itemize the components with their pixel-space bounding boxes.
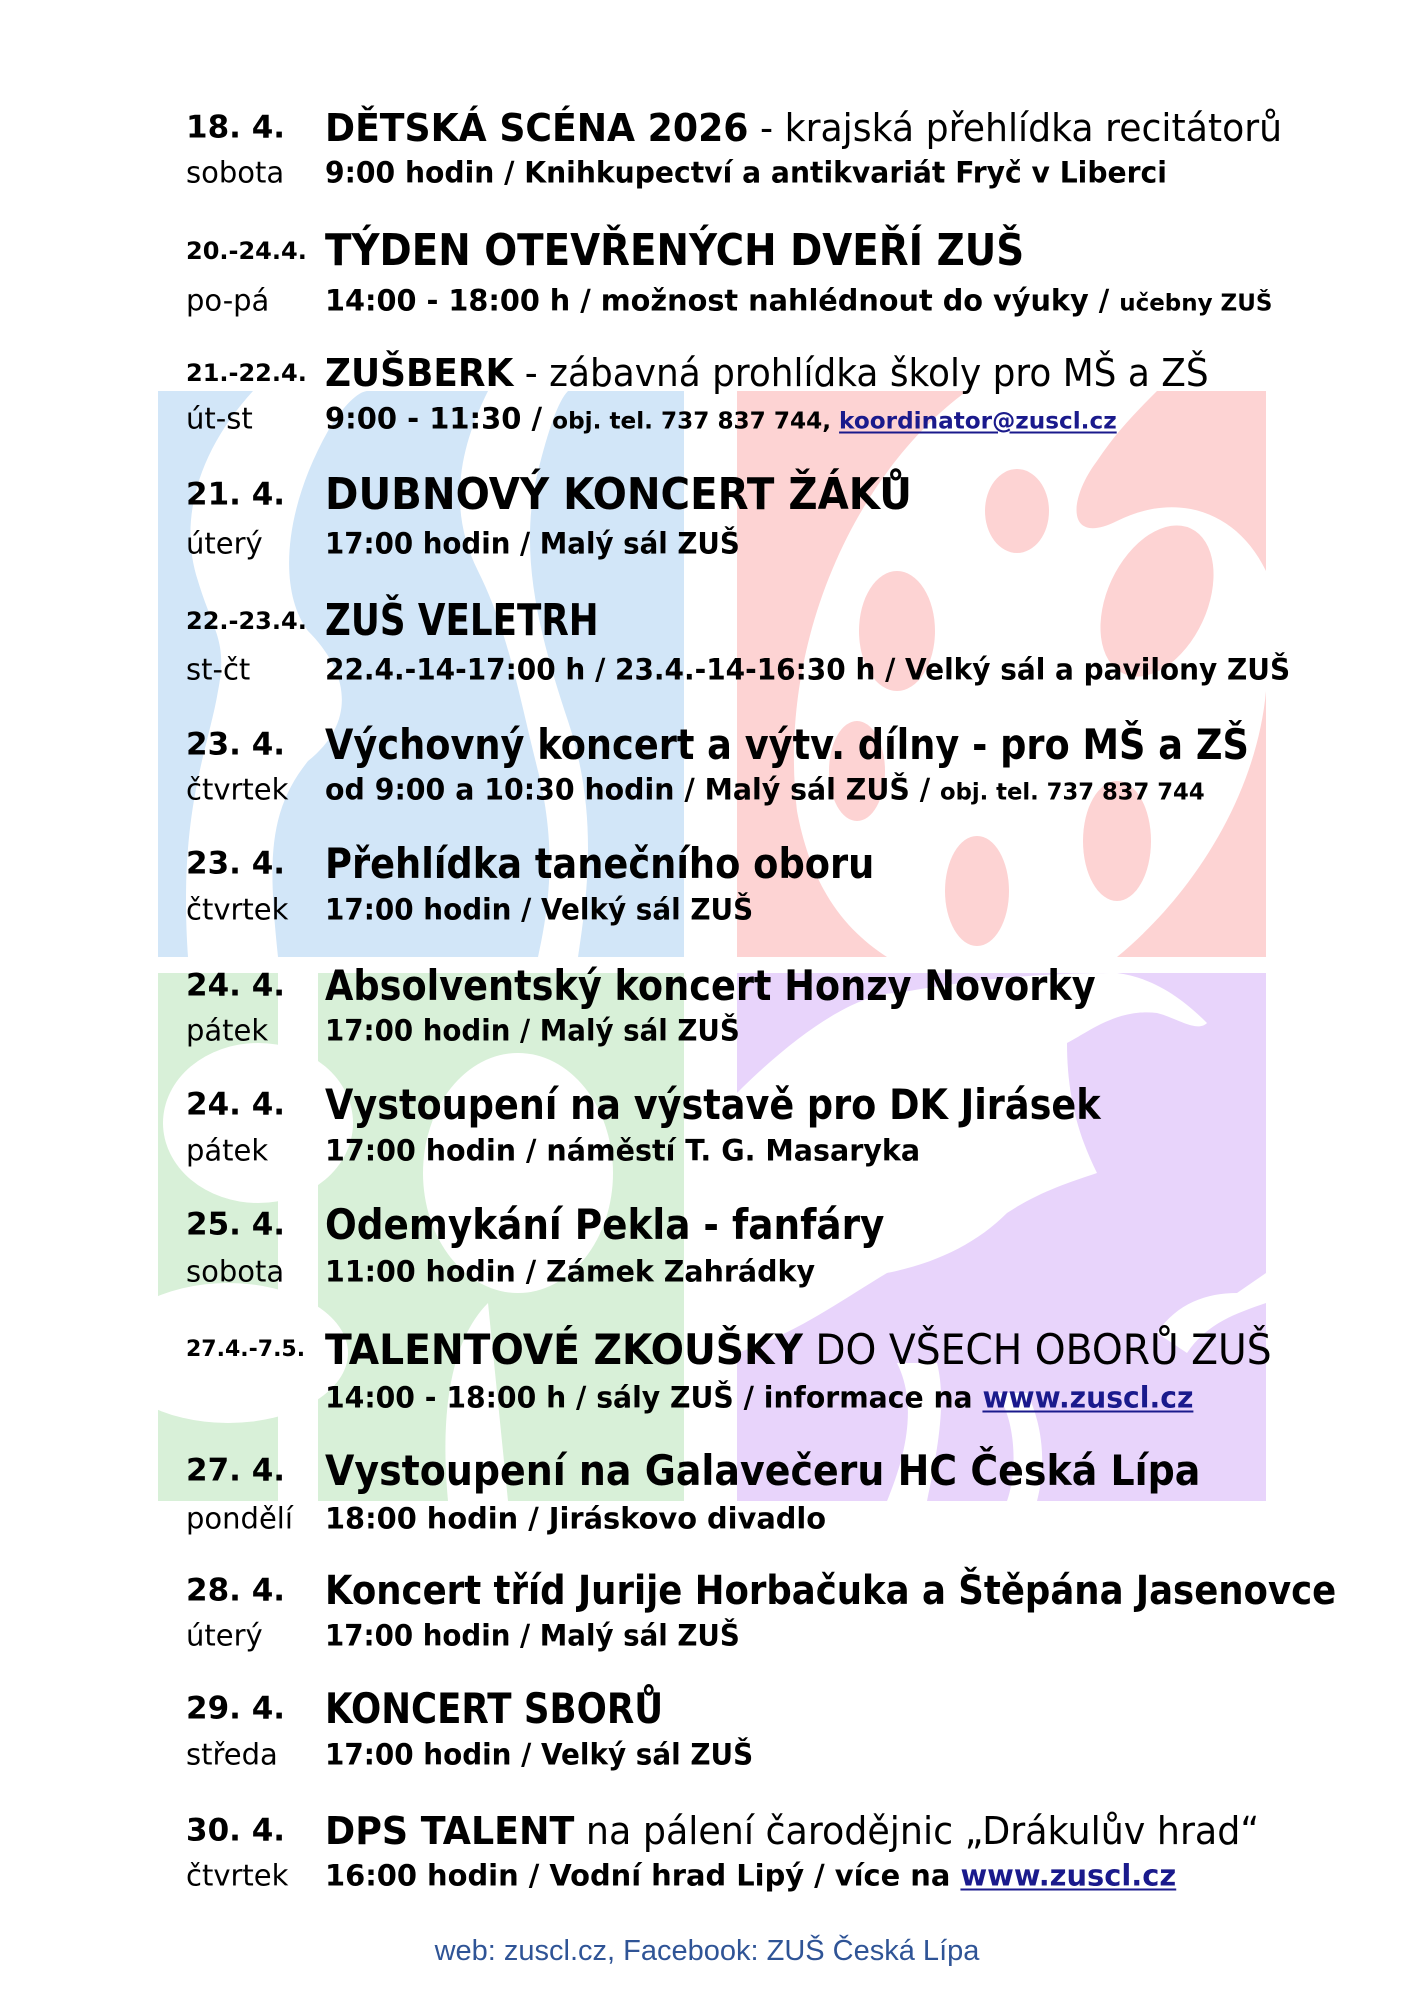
event-day: čtvrtek — [186, 1858, 289, 1893]
event-details — [325, 892, 754, 927]
event-title — [325, 469, 913, 520]
event-title — [325, 106, 1283, 150]
event-day: úterý — [186, 1618, 263, 1653]
event-title — [325, 351, 1209, 395]
event-details — [325, 1858, 1177, 1893]
event-date: 23. 4. — [186, 726, 286, 763]
event-date: 21.-22.4. — [186, 359, 307, 387]
event-day: středa — [186, 1737, 278, 1772]
event-date: 30. 4. — [186, 1812, 286, 1849]
event-date: 25. 4. — [186, 1206, 286, 1243]
event-detail-part: 16:00 hodin / Vodní hrad Lipý / více na — [325, 1858, 961, 1893]
event-day: út-st — [186, 401, 253, 436]
event-day: čtvrtek — [186, 892, 289, 927]
event-title-part: Vystoupení na Galavečeru HC Česká Lípa — [325, 1446, 1201, 1495]
event-detail-part: 17:00 hodin / Velký sál ZUŠ — [325, 892, 754, 927]
event-title-part: - zábavná prohlídka školy pro MŠ a ZŠ — [513, 351, 1209, 395]
event-details — [325, 1737, 754, 1772]
event-details — [325, 401, 1117, 436]
event-detail-part: obj. tel. 737 837 744, — [552, 407, 840, 435]
event-date: 23. 4. — [186, 845, 286, 882]
event-date: 20.-24.4. — [186, 237, 307, 265]
event-title-part: ZUŠBERK — [325, 351, 514, 395]
event-details — [325, 1133, 921, 1168]
event-date: 24. 4. — [186, 967, 286, 1004]
event-date: 28. 4. — [186, 1572, 286, 1609]
event-title-part: DPS TALENT — [325, 1809, 575, 1853]
event-title-part: DĚTSKÁ SCÉNA 2026 — [325, 106, 749, 150]
event-link[interactable]: www.zuscl.cz — [982, 1380, 1194, 1415]
event-title — [325, 1568, 1337, 1614]
event-title — [325, 1446, 1201, 1495]
event-detail-part: 18:00 hodin / Jiráskovo divadlo — [325, 1501, 827, 1536]
event-details — [325, 1618, 740, 1653]
event-day: pondělí — [186, 1501, 293, 1536]
event-detail-part: 17:00 hodin / Malý sál ZUŠ — [325, 1618, 740, 1653]
event-detail-part: učebny ZUŠ — [1119, 289, 1273, 317]
event-detail-part: 11:00 hodin / Zámek Zahrádky — [325, 1254, 816, 1289]
event-title — [325, 225, 1025, 276]
event-detail-part: 14:00 - 18:00 h / možnost nahlédnout do výuky / — [325, 283, 1120, 318]
event-link[interactable]: koordinator@zuscl.cz — [839, 407, 1117, 435]
event-date: 21. 4. — [186, 476, 286, 513]
event-day: sobota — [186, 155, 285, 190]
event-title-part: TÝDEN OTEVŘENÝCH DVEŘÍ ZUŠ — [325, 225, 1025, 276]
event-detail-part: 9:00 hodin / Knihkupectví a antikvariát Fryč v Liberci — [325, 155, 1167, 190]
event-day: čtvrtek — [186, 772, 289, 807]
event-title-part: Odemykání Pekla - fanfáry — [325, 1200, 885, 1249]
event-title-part: Přehlídka tanečního oboru — [325, 839, 875, 888]
event-title-part: TALENTOVÉ ZKOUŠKY — [325, 1325, 803, 1374]
event-title — [325, 595, 599, 646]
event-day: úterý — [186, 526, 263, 561]
event-detail-part: 17:00 hodin / Malý sál ZUŠ — [325, 526, 740, 561]
event-detail-part: 9:00 - 11:30 / — [325, 401, 553, 436]
event-title-part: Absolventský koncert Honzy Novorky — [325, 961, 1096, 1010]
event-details — [325, 1013, 740, 1048]
event-date: 27.4.-7.5. — [186, 1337, 306, 1362]
event-title — [325, 1325, 1272, 1374]
event-title — [325, 839, 875, 888]
event-title — [325, 961, 1096, 1010]
event-link[interactable]: www.zuscl.cz — [960, 1858, 1177, 1893]
event-details — [325, 526, 740, 561]
event-title — [325, 1080, 1101, 1129]
event-details — [325, 283, 1273, 318]
event-title — [325, 1684, 664, 1733]
event-detail-part: 17:00 hodin / Velký sál ZUŠ — [325, 1737, 754, 1772]
event-title-part: KONCERT SBORŮ — [325, 1684, 664, 1733]
event-title-part: Koncert tříd Jurije Horbačuka a Štěpána Jasenovce — [325, 1568, 1337, 1614]
event-details — [325, 1380, 1194, 1415]
event-day: st-čt — [186, 652, 251, 687]
event-title-part: - krajská přehlídka recitátorů — [748, 106, 1283, 150]
event-title — [325, 1200, 885, 1249]
event-day: pátek — [186, 1013, 269, 1048]
event-details — [325, 772, 1205, 807]
event-day: pátek — [186, 1133, 269, 1168]
event-title — [325, 1809, 1260, 1853]
event-details — [325, 652, 1291, 687]
event-detail-part: 14:00 - 18:00 h / sály ZUŠ / informace na — [325, 1380, 983, 1415]
event-detail-part: od 9:00 a 10:30 hodin / Malý sál ZUŠ / — [325, 772, 940, 807]
event-date: 29. 4. — [186, 1690, 286, 1727]
event-title — [325, 720, 1249, 769]
event-date: 27. 4. — [186, 1452, 286, 1489]
event-details — [325, 1501, 827, 1536]
event-date: 22.-23.4. — [186, 607, 307, 635]
event-title-part: Výchovný koncert a výtv. dílny - pro MŠ a ZŠ — [325, 720, 1249, 769]
event-date: 24. 4. — [186, 1086, 286, 1123]
event-detail-part: 22.4.-14-17:00 h / 23.4.-14-16:30 h / Velký sál a pavilony ZUŠ — [325, 652, 1291, 687]
event-title-part: na pálení čarodějnic „Drákulův hrad“ — [574, 1809, 1260, 1853]
event-detail-part: 17:00 hodin / Malý sál ZUŠ — [325, 1013, 740, 1048]
event-title-part: DO VŠECH OBORŮ ZUŠ — [802, 1325, 1272, 1374]
event-title-part: Vystoupení na výstavě pro DK Jirásek — [325, 1080, 1101, 1129]
event-detail-part: obj. tel. 737 837 744 — [939, 778, 1205, 806]
event-details — [325, 155, 1167, 190]
event-details — [325, 1254, 816, 1289]
event-title-part: DUBNOVÝ KONCERT ŽÁKŮ — [325, 469, 913, 520]
event-date: 18. 4. — [186, 109, 286, 146]
event-day: po-pá — [186, 283, 270, 318]
event-title-part: ZUŠ VELETRH — [325, 595, 599, 646]
event-day: sobota — [186, 1254, 285, 1289]
footer-contact: web: zuscl.cz, Facebook: ZUŠ Česká Lípa — [434, 1935, 980, 1967]
event-detail-part: 17:00 hodin / náměstí T. G. Masaryka — [325, 1133, 921, 1168]
